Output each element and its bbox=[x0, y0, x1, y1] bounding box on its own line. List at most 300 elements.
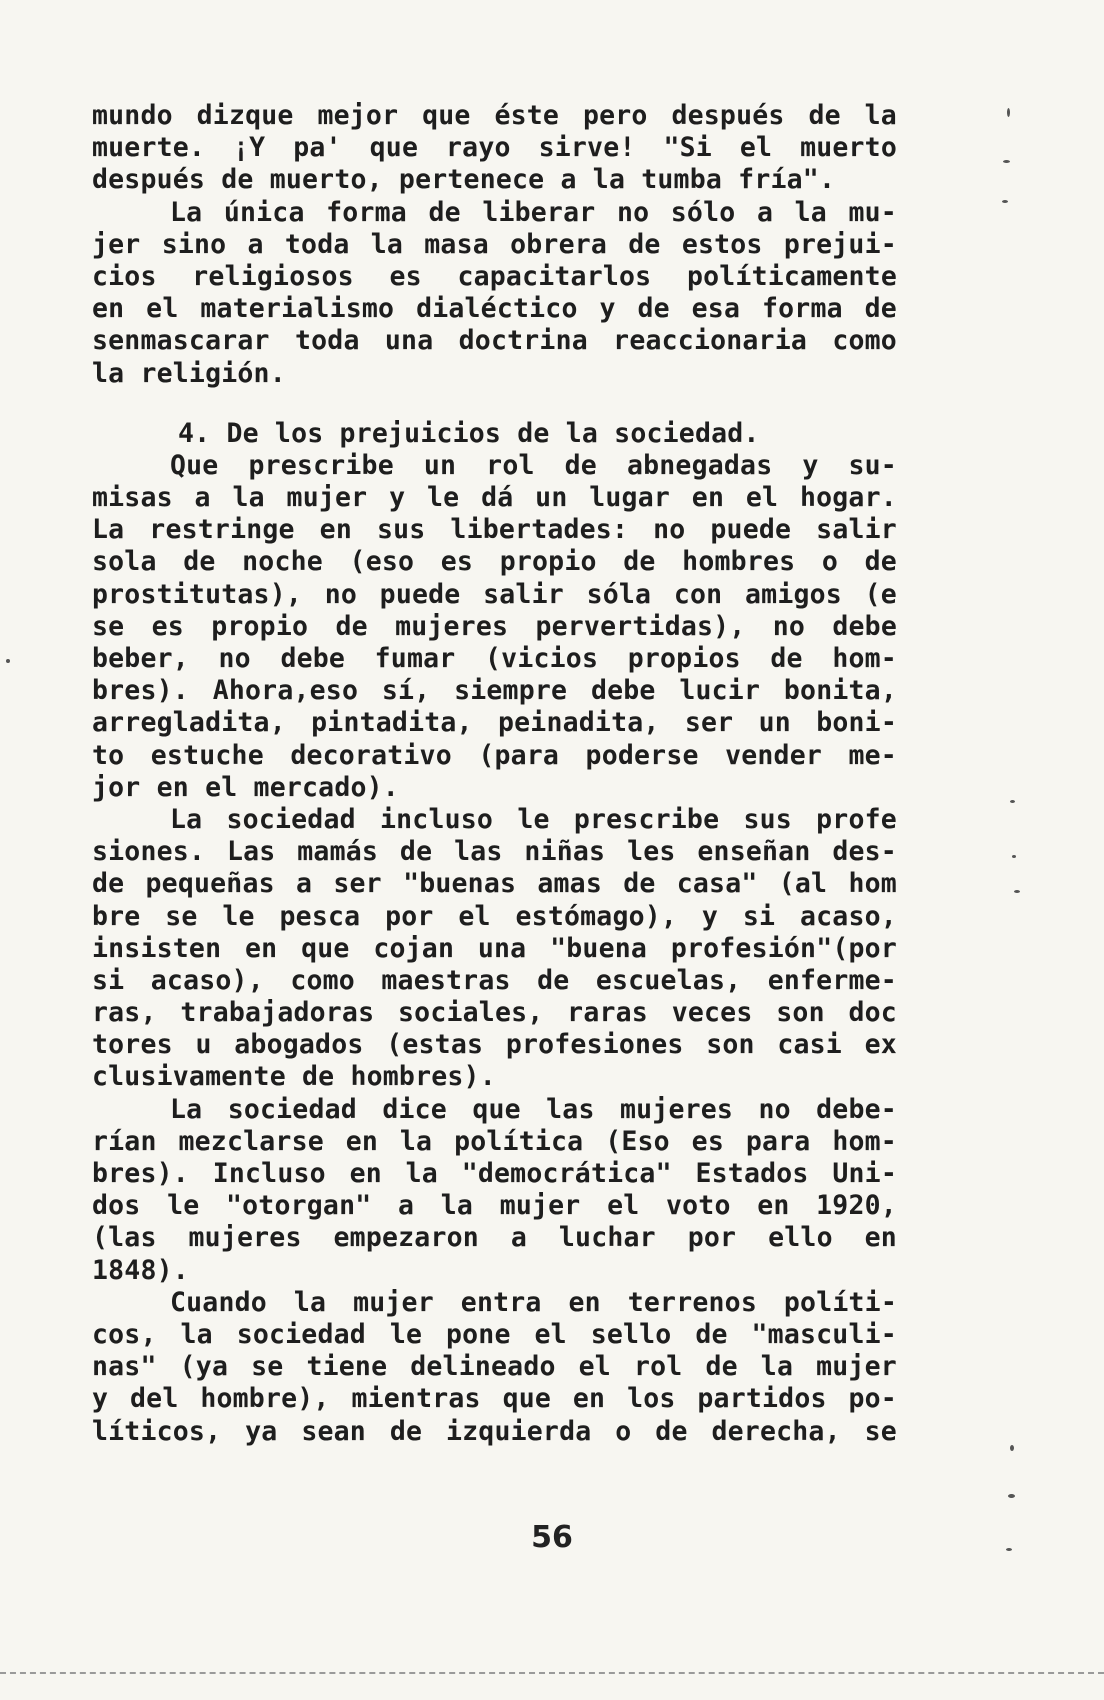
word: forma bbox=[761, 293, 843, 325]
word: un bbox=[758, 707, 791, 739]
word: del bbox=[130, 1383, 179, 1415]
word: un bbox=[423, 449, 457, 481]
word: de bbox=[335, 610, 368, 642]
word: sólo bbox=[670, 196, 736, 228]
word: u bbox=[195, 1029, 212, 1061]
word: "buena bbox=[550, 932, 648, 964]
word: como bbox=[290, 964, 355, 996]
word: "masculi- bbox=[751, 1318, 897, 1350]
word: (estas bbox=[386, 1029, 484, 1061]
word: izquierda bbox=[446, 1415, 592, 1447]
word: de bbox=[428, 196, 461, 228]
word: debe- bbox=[816, 1093, 897, 1125]
word: les bbox=[627, 836, 676, 868]
text-line: jor en el mercado). bbox=[92, 771, 399, 803]
word: la bbox=[440, 1190, 474, 1222]
word: el bbox=[745, 482, 779, 514]
word: mezclarse bbox=[178, 1125, 324, 1157]
word: de bbox=[637, 293, 670, 325]
word: sus bbox=[376, 514, 426, 546]
word: la bbox=[180, 1318, 213, 1350]
word: nas" bbox=[92, 1351, 157, 1383]
word: de bbox=[623, 546, 656, 578]
word: Ahora,eso bbox=[212, 675, 359, 707]
word: masa bbox=[424, 228, 489, 260]
word: ¡Y bbox=[233, 132, 266, 164]
word: doc bbox=[848, 997, 897, 1029]
word: cos, bbox=[92, 1318, 157, 1350]
word: a bbox=[194, 482, 211, 514]
word: se bbox=[251, 1351, 284, 1383]
scan-speck bbox=[1010, 800, 1015, 803]
word: profe bbox=[816, 803, 897, 835]
scan-speck bbox=[1012, 855, 1016, 858]
word: mundo bbox=[92, 100, 173, 131]
scan-speck bbox=[6, 659, 10, 663]
word: pequeñas bbox=[145, 868, 275, 900]
word: el bbox=[578, 1351, 611, 1383]
text-line bbox=[92, 997, 897, 1029]
word: tores bbox=[92, 1029, 173, 1061]
text-line bbox=[92, 293, 897, 325]
word: empezaron bbox=[333, 1222, 479, 1254]
word: tiene bbox=[306, 1351, 388, 1383]
word: sociedad bbox=[227, 1093, 357, 1125]
text-line bbox=[92, 1287, 897, 1319]
text-line bbox=[92, 482, 897, 514]
word: su- bbox=[848, 449, 897, 481]
word: y bbox=[802, 449, 819, 481]
word: por bbox=[385, 900, 434, 932]
word: (eso bbox=[349, 546, 415, 578]
word: no bbox=[218, 643, 251, 674]
word: de bbox=[183, 546, 216, 578]
word: le bbox=[517, 803, 550, 835]
scan-speck bbox=[1003, 160, 1010, 163]
word: raras bbox=[567, 997, 648, 1029]
scan-edge-line bbox=[0, 1672, 1104, 1674]
word: sean bbox=[301, 1415, 366, 1447]
word: (las bbox=[92, 1222, 157, 1254]
word: sus bbox=[743, 803, 792, 835]
word: en bbox=[864, 1222, 897, 1254]
word: a bbox=[510, 1222, 527, 1254]
word: peinadita, bbox=[498, 707, 660, 739]
word: liberar bbox=[482, 196, 596, 228]
word: no bbox=[653, 514, 686, 546]
word: salir bbox=[816, 514, 897, 546]
word: le bbox=[222, 900, 255, 932]
word: mujeres bbox=[188, 1222, 302, 1254]
word: Las bbox=[226, 836, 276, 868]
word: en bbox=[319, 514, 352, 546]
word: pone bbox=[446, 1318, 511, 1350]
word: de bbox=[770, 643, 803, 674]
word: el bbox=[458, 900, 491, 932]
word: religiosos bbox=[192, 260, 354, 292]
text-line bbox=[92, 1383, 897, 1415]
word: que bbox=[301, 932, 350, 964]
word: decorativo bbox=[290, 739, 452, 771]
word: maestras bbox=[381, 964, 511, 996]
text-line: la religión. bbox=[92, 357, 286, 389]
word: dos bbox=[92, 1190, 141, 1222]
word: como bbox=[832, 325, 897, 357]
word: sino bbox=[161, 228, 227, 260]
word: hom- bbox=[832, 643, 897, 674]
word: mujer bbox=[499, 1190, 581, 1222]
word: que bbox=[502, 1383, 552, 1415]
word: en bbox=[245, 932, 278, 964]
word: derecha, bbox=[711, 1415, 841, 1447]
word: es bbox=[691, 1125, 724, 1157]
word: ras, bbox=[92, 997, 157, 1029]
word: se bbox=[864, 1415, 897, 1447]
word: que bbox=[422, 100, 471, 131]
word: poderse bbox=[585, 739, 699, 771]
text-line bbox=[92, 740, 897, 772]
word: hombre), bbox=[200, 1383, 330, 1415]
word: capacitarlos bbox=[457, 260, 652, 292]
word: casi bbox=[777, 1029, 842, 1061]
text-line bbox=[92, 261, 897, 293]
word: des- bbox=[832, 836, 897, 868]
word: políticamente bbox=[686, 260, 897, 292]
word: ex bbox=[864, 1029, 897, 1061]
word: Estados bbox=[695, 1158, 809, 1189]
word: insisten bbox=[92, 932, 222, 964]
word: cojan bbox=[373, 932, 455, 964]
word: de bbox=[389, 1415, 423, 1447]
word: mujer bbox=[816, 1351, 897, 1383]
word: mientras bbox=[351, 1383, 481, 1415]
word: en bbox=[349, 1158, 382, 1189]
scan-speck bbox=[1007, 108, 1010, 117]
word: profesiones bbox=[505, 1029, 684, 1061]
text-line bbox=[92, 1029, 897, 1061]
word: los bbox=[627, 1383, 676, 1415]
word: en bbox=[691, 482, 725, 514]
word: pero bbox=[582, 100, 648, 131]
word: (vicios bbox=[485, 643, 599, 674]
text-line bbox=[92, 643, 897, 675]
word: de bbox=[623, 868, 656, 900]
word: después bbox=[671, 100, 785, 131]
word: toda bbox=[284, 228, 350, 260]
word: beber, bbox=[92, 643, 189, 674]
word: la bbox=[399, 1125, 433, 1157]
word: la bbox=[405, 1158, 438, 1189]
word: (ya bbox=[179, 1351, 229, 1383]
paragraph-4 bbox=[92, 804, 897, 1094]
word: con bbox=[673, 578, 723, 610]
word: el bbox=[534, 1318, 567, 1350]
word: Incluso bbox=[212, 1158, 326, 1189]
word: en bbox=[572, 1383, 606, 1415]
text-line: 1848). bbox=[92, 1254, 189, 1286]
word: dizque bbox=[196, 100, 294, 131]
scan-speck bbox=[1010, 1445, 1014, 1451]
word: niñas bbox=[524, 836, 606, 868]
word: Cuando bbox=[170, 1286, 267, 1318]
word: le bbox=[427, 482, 460, 514]
word: o bbox=[615, 1415, 632, 1447]
word: partidos bbox=[697, 1383, 827, 1415]
word: dá bbox=[481, 482, 514, 514]
word: restringe bbox=[149, 514, 295, 546]
word: "democrática" bbox=[461, 1158, 672, 1189]
paragraph-3 bbox=[92, 450, 897, 804]
word: de bbox=[864, 546, 897, 578]
word: casa" bbox=[676, 868, 758, 900]
word: pa' bbox=[293, 132, 342, 164]
word: Que bbox=[170, 449, 219, 481]
word: "buenas bbox=[403, 868, 517, 900]
word: de bbox=[564, 449, 597, 481]
word: ya bbox=[245, 1415, 278, 1447]
word: si bbox=[742, 900, 776, 932]
word: a bbox=[398, 1190, 415, 1222]
word: mujer bbox=[353, 1286, 434, 1318]
word: escuelas, bbox=[595, 964, 742, 996]
word: lucir bbox=[679, 675, 761, 707]
word: luchar bbox=[558, 1222, 656, 1254]
word: noche bbox=[242, 546, 323, 578]
word: de bbox=[864, 293, 897, 325]
word: acaso), bbox=[150, 964, 264, 996]
section-heading: 4. De los prejuicios de la sociedad. bbox=[178, 417, 760, 449]
word: le bbox=[167, 1190, 200, 1222]
word: Uni- bbox=[832, 1158, 897, 1189]
word: de bbox=[399, 836, 433, 868]
word: amigos bbox=[745, 578, 842, 610]
word: jer bbox=[92, 228, 141, 260]
word: mamás bbox=[297, 836, 379, 868]
word: sociales, bbox=[398, 997, 544, 1029]
word: La bbox=[170, 1093, 203, 1125]
word: pintadita, bbox=[311, 707, 473, 739]
word: me- bbox=[848, 739, 897, 771]
text-line bbox=[92, 1190, 897, 1222]
word: a bbox=[247, 228, 264, 260]
word: delineado bbox=[410, 1351, 556, 1383]
word: puede bbox=[379, 578, 461, 610]
word: hom- bbox=[832, 1125, 897, 1157]
word: el bbox=[146, 293, 179, 325]
word: y bbox=[92, 1383, 109, 1415]
word: La bbox=[92, 514, 125, 546]
word: a bbox=[756, 196, 774, 228]
word: prescribe bbox=[573, 803, 720, 835]
scan-speck bbox=[1008, 1494, 1015, 1498]
word: abnegadas bbox=[626, 449, 773, 481]
word: La bbox=[170, 196, 203, 228]
word: vender bbox=[725, 739, 823, 771]
text-line bbox=[92, 868, 897, 900]
word: puede bbox=[710, 514, 792, 546]
word: son bbox=[706, 1029, 755, 1061]
word: mujeres bbox=[620, 1093, 734, 1125]
text-line bbox=[92, 546, 897, 578]
word: materialismo bbox=[200, 293, 395, 325]
body-text bbox=[92, 100, 897, 1448]
word: entra bbox=[460, 1286, 542, 1318]
word: amas bbox=[537, 868, 602, 900]
word: sociedad bbox=[236, 1318, 366, 1350]
word: y bbox=[389, 482, 406, 514]
word: obrera bbox=[510, 228, 608, 260]
word: muerto bbox=[800, 132, 897, 164]
word: de bbox=[808, 100, 841, 131]
word: éste bbox=[494, 100, 560, 131]
text-line bbox=[92, 100, 897, 132]
text-line bbox=[92, 1416, 897, 1448]
text-line bbox=[92, 1222, 897, 1254]
word: trabajadoras bbox=[180, 997, 375, 1029]
word: rayo bbox=[446, 132, 511, 164]
word: prescribe bbox=[248, 449, 394, 481]
text-line bbox=[92, 1094, 897, 1126]
word: rían bbox=[92, 1125, 157, 1157]
word: una bbox=[477, 932, 527, 964]
word: sirve! bbox=[538, 132, 636, 164]
text-line bbox=[92, 707, 897, 739]
word: "Si bbox=[663, 132, 712, 164]
text-line bbox=[92, 132, 897, 164]
word: es bbox=[440, 546, 474, 578]
text-line bbox=[92, 514, 897, 546]
word: sola bbox=[92, 546, 157, 578]
text-line bbox=[92, 1351, 897, 1383]
word: debe bbox=[832, 610, 897, 642]
word: La bbox=[170, 803, 203, 835]
word: propio bbox=[211, 610, 309, 642]
word: o bbox=[821, 546, 839, 578]
word: forma bbox=[326, 196, 407, 228]
text-line bbox=[92, 1158, 897, 1190]
word: mujeres bbox=[395, 610, 509, 642]
word: sello bbox=[590, 1318, 672, 1350]
word: to bbox=[92, 739, 125, 771]
word: si bbox=[92, 964, 125, 996]
word: políti- bbox=[783, 1286, 897, 1318]
paragraph-1 bbox=[92, 100, 897, 197]
word: siones. bbox=[92, 836, 206, 868]
word: son bbox=[776, 997, 825, 1029]
word: a bbox=[296, 868, 313, 900]
word: propios bbox=[627, 643, 741, 674]
scan-speck bbox=[1002, 200, 1008, 203]
word: esa bbox=[691, 293, 741, 325]
word: de bbox=[537, 964, 570, 996]
word: el bbox=[607, 1190, 640, 1222]
text-line bbox=[92, 804, 897, 836]
word: política bbox=[454, 1125, 584, 1157]
word: lugar bbox=[589, 482, 671, 514]
word: propio bbox=[499, 546, 597, 578]
word: bres). bbox=[92, 1158, 189, 1189]
text-line bbox=[92, 836, 897, 868]
word: enseñan bbox=[697, 836, 811, 868]
text-line bbox=[92, 579, 897, 611]
scan-speck bbox=[1014, 890, 1020, 893]
word: abogados bbox=[234, 1029, 364, 1061]
text-line bbox=[92, 933, 897, 965]
word: la bbox=[760, 1351, 794, 1383]
word: arregladita, bbox=[92, 707, 286, 739]
word: profesión"(por bbox=[670, 932, 897, 964]
paragraph-gap bbox=[92, 390, 897, 418]
word: por bbox=[687, 1222, 737, 1254]
word: no bbox=[324, 578, 357, 610]
word: pervertidas), bbox=[535, 610, 746, 642]
word: toda bbox=[294, 325, 360, 357]
word: 1920, bbox=[816, 1190, 897, 1222]
text-line bbox=[92, 965, 897, 997]
word: para bbox=[745, 1125, 811, 1157]
text-line bbox=[92, 675, 897, 707]
word: de bbox=[655, 1415, 688, 1447]
word: mujer bbox=[286, 482, 368, 514]
text-line bbox=[92, 229, 897, 261]
word: sí, bbox=[381, 675, 431, 707]
paragraph-5 bbox=[92, 1094, 897, 1287]
word: dialéctico bbox=[416, 293, 578, 325]
text-line bbox=[92, 197, 897, 229]
word: ello bbox=[768, 1222, 833, 1254]
word: bre bbox=[92, 900, 141, 932]
text-line bbox=[92, 901, 897, 933]
word: la bbox=[370, 228, 404, 260]
scan-speck bbox=[1006, 1548, 1012, 1551]
word: en bbox=[92, 293, 125, 325]
word: no bbox=[616, 196, 650, 228]
word: y bbox=[599, 293, 616, 325]
word: prostitutas), bbox=[92, 578, 303, 610]
page-number: 56 bbox=[531, 1520, 573, 1555]
word: una bbox=[384, 325, 434, 357]
word: rol bbox=[486, 449, 535, 481]
word: la bbox=[864, 100, 897, 131]
word: única bbox=[223, 196, 305, 228]
word: hogar. bbox=[799, 482, 897, 514]
word: (e bbox=[864, 578, 897, 610]
word: libertades: bbox=[450, 514, 629, 546]
word: veces bbox=[671, 997, 753, 1029]
text-line: después de muerto, pertenece a la tumba fría". bbox=[92, 164, 836, 196]
word: hom bbox=[848, 868, 897, 900]
word: que bbox=[369, 132, 419, 164]
word: la bbox=[794, 196, 827, 228]
word: de bbox=[628, 228, 661, 260]
word: y bbox=[701, 900, 719, 932]
word: senmascarar bbox=[92, 325, 270, 357]
word: es bbox=[389, 260, 422, 292]
word: sociedad bbox=[226, 803, 356, 835]
word: pesca bbox=[279, 900, 361, 932]
word: de bbox=[92, 868, 125, 900]
word: se bbox=[92, 610, 125, 642]
word: las bbox=[546, 1093, 595, 1125]
word: mejor bbox=[317, 100, 399, 131]
text-line bbox=[92, 1319, 897, 1351]
word: se bbox=[165, 900, 198, 932]
word: ser bbox=[684, 707, 734, 739]
word: estómago), bbox=[515, 900, 678, 932]
word: siempre bbox=[454, 675, 568, 707]
word: que bbox=[472, 1093, 521, 1125]
text-line bbox=[92, 611, 897, 643]
